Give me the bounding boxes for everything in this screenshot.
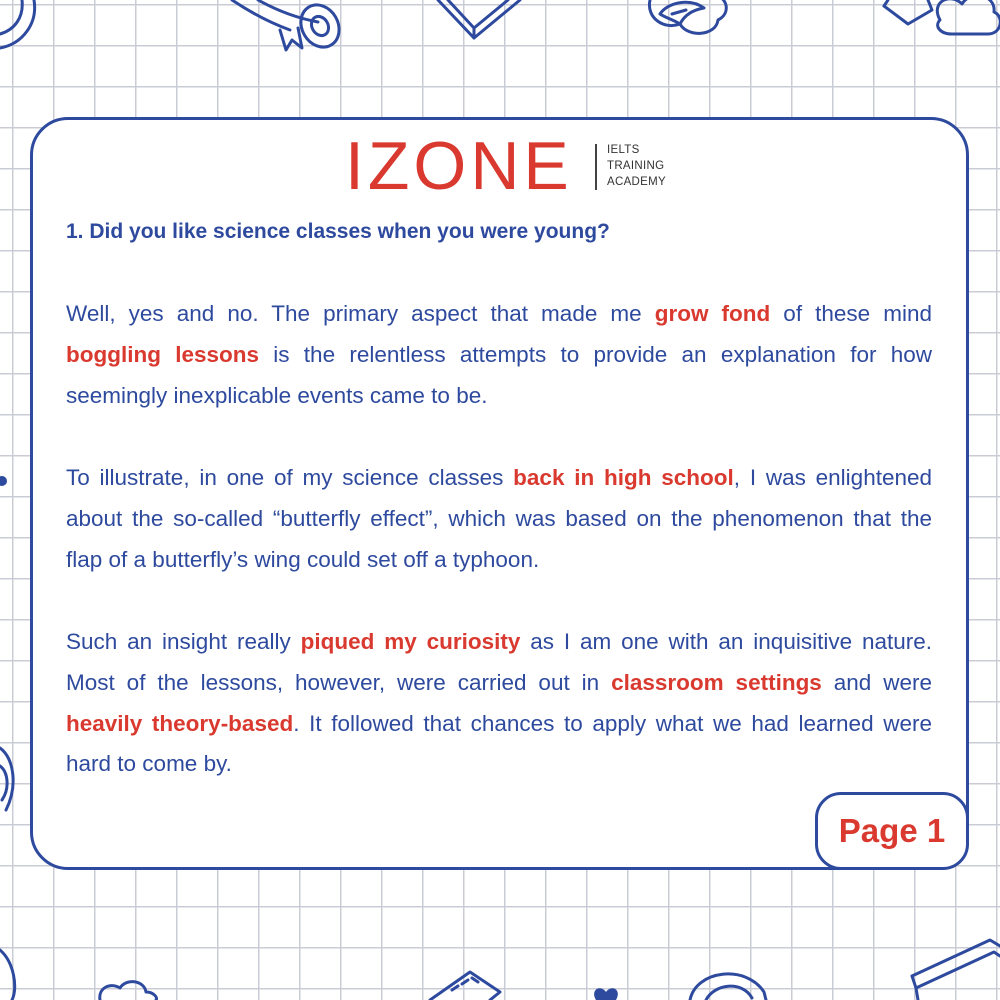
- paragraph-text: . It followed that chances to apply what we had learned were hard to come by.: [66, 710, 932, 777]
- highlighted-phrase: heavily theory-based: [66, 710, 294, 736]
- tagline-line: ACADEMY: [607, 176, 666, 188]
- answer-paragraph: [66, 622, 932, 785]
- book-icon: [438, 0, 520, 38]
- logo-tagline: [607, 142, 666, 190]
- highlighted-phrase: grow fond: [654, 301, 771, 326]
- paragraph-text: To illustrate, in one of my science classes: [66, 465, 514, 490]
- dot-icon: [0, 476, 7, 486]
- ruler-icon: [430, 972, 500, 1000]
- paragraph-text: Well, yes and no. The primary aspect that made me: [66, 301, 655, 326]
- cloud-icon: [649, 0, 726, 33]
- content-card: [30, 117, 969, 870]
- logo-wordmark: IZONE: [345, 128, 573, 204]
- page-label-badge: [815, 792, 969, 870]
- answer-paragraph: [66, 458, 932, 580]
- paragraph-text: , I was enlightened about the so-called “butterfly effect”, which was based on the phenomenon that the flap of a butterfly’s wing could set off a typhoon.: [66, 465, 933, 572]
- heart-icon: [884, 0, 932, 24]
- answer-paragraph: [66, 294, 932, 416]
- leaf-icon: [660, 2, 704, 24]
- paragraph-text: and were: [821, 669, 932, 695]
- book-bottom-icon: [912, 940, 1000, 1000]
- highlighted-phrase: classroom settings: [611, 669, 822, 695]
- leaf-left-icon: [0, 748, 13, 810]
- circle-doodle-icon: [0, 0, 35, 48]
- page-label: Page 1: [838, 812, 946, 849]
- cloud-bottom-icon: [100, 982, 157, 1000]
- tagline-line: IELTS: [607, 144, 640, 156]
- globe-left-icon: [0, 950, 15, 1000]
- globe-icon: [690, 974, 766, 1000]
- paragraph-text: is the relentless attempts to provide an explanation for how seemingly inexplicable events came to be.: [66, 341, 932, 408]
- highlighted-phrase: piqued my curiosity: [300, 629, 521, 654]
- paragraph-text: as I am one with an inquisitive nature. Most of the lessons, however, were carried out in: [66, 629, 933, 695]
- izone-logo: [345, 128, 666, 204]
- scroll-icon: [232, 0, 347, 54]
- tagline-line: TRAINING: [607, 160, 665, 172]
- small-heart-icon: [594, 988, 618, 1000]
- paragraph-text: of these mind: [770, 301, 932, 326]
- highlighted-phrase: back in high school: [513, 465, 734, 490]
- paragraph-text: Such an insight really: [66, 629, 301, 654]
- highlighted-phrase: boggling lessons: [66, 341, 260, 367]
- cloud-right-icon: [937, 0, 1000, 34]
- logo-divider: [595, 144, 597, 190]
- question-heading: 1. Did you like science classes when you were young?: [66, 220, 610, 243]
